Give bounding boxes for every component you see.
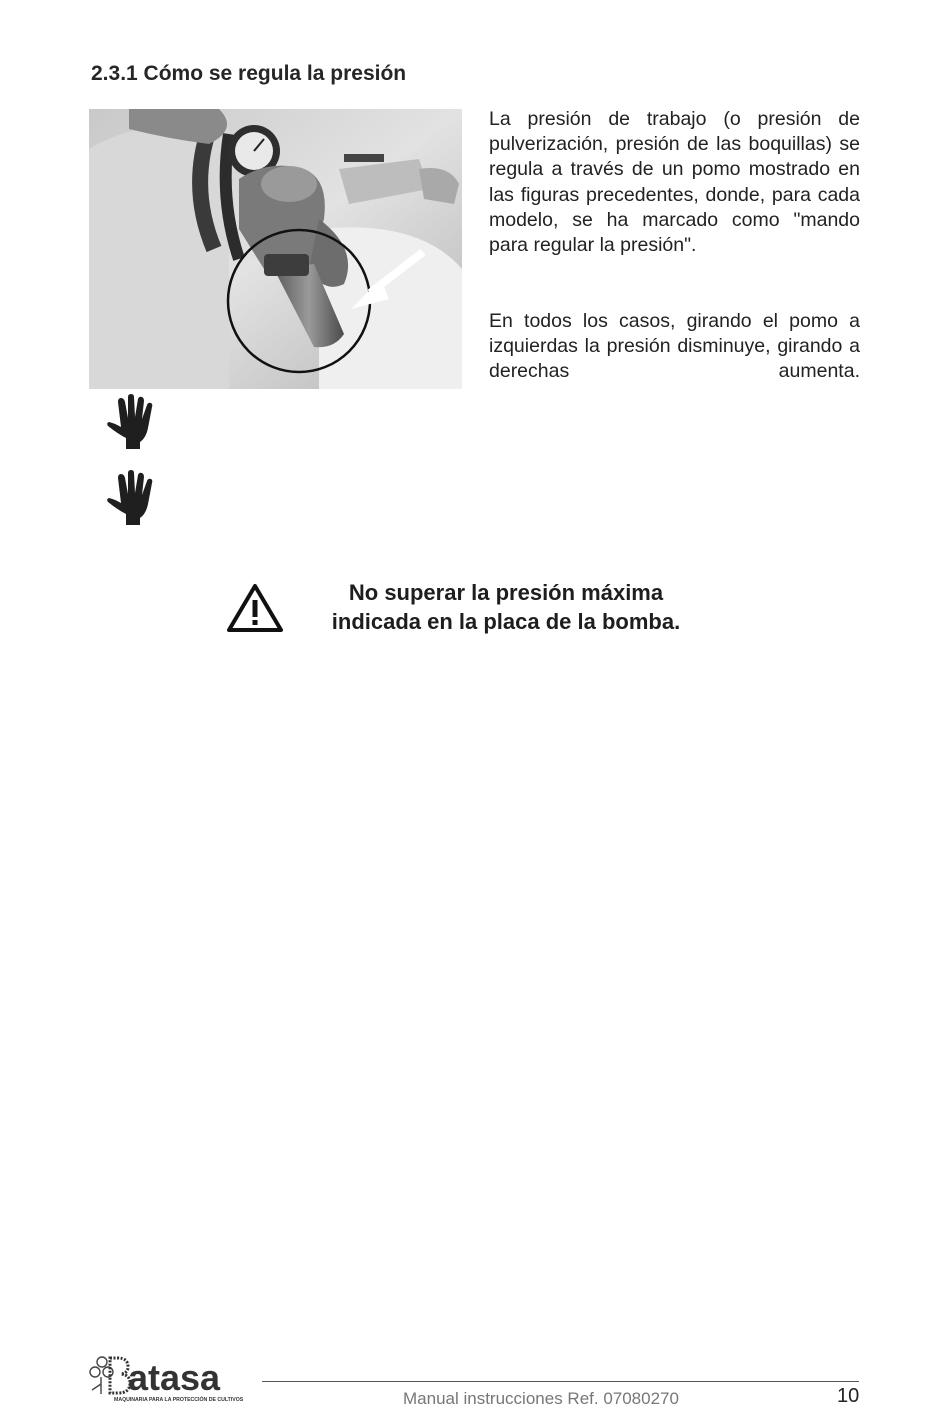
atasa-logo (88, 1350, 263, 1404)
paragraph-pressure-description: La presión de trabajo (o presión de pulverización, presión de las boquillas) se regula a través de un pomo mostrado en las figuras precedentes, donde, para cada modelo, se ha marcado como "mando para regular la presión". (489, 108, 860, 257)
hand-icon (104, 470, 156, 526)
pressure-regulator-photo (89, 109, 462, 389)
page-number: 10 (837, 1385, 860, 1407)
svg-text:atasa: atasa (128, 1357, 221, 1398)
warning-line-1: No superar la presión máxima (348, 580, 664, 605)
warning-line-2: indicada en la placa de la bomba. (331, 609, 681, 634)
warning-notice (226, 578, 746, 642)
footer-reference: Manual instrucciones Ref. 07080270 (403, 1389, 679, 1408)
warning-triangle-icon (226, 583, 284, 633)
section-title: 2.3.1 Cómo se regula la presión (91, 62, 407, 85)
svg-text:MAQUINARIA PARA LA PROTECCIÓN: MAQUINARIA PARA LA PROTECCIÓN DE CULTIVOS (114, 1397, 244, 1403)
hand-icon (104, 394, 156, 450)
paragraph-pressure-direction: En todos los casos, girando el pomo a izquierdas la presión disminuye, girando a derechas aumenta. (489, 310, 860, 383)
footer-rule (262, 1381, 859, 1382)
warning-text (296, 578, 716, 636)
